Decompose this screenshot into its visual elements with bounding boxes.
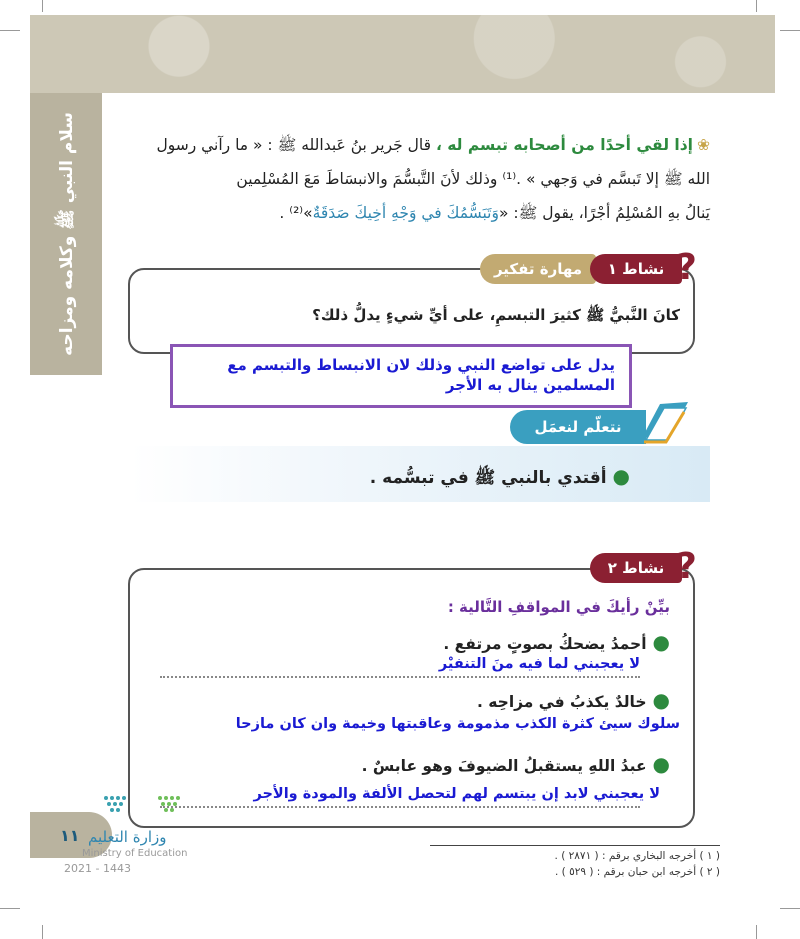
situation-item <box>150 630 670 654</box>
question-mark-icon: ? <box>676 546 697 587</box>
ministry-dots-logo <box>100 792 190 820</box>
skill-tag <box>480 254 596 284</box>
bullet-icon: ● <box>652 688 670 712</box>
learn-tab <box>510 410 646 444</box>
skill-tag-label: مهارة تفكير <box>493 260 583 278</box>
bullet-icon: ● <box>612 464 630 488</box>
crop-mark <box>42 0 43 12</box>
open-book-icon <box>640 398 690 444</box>
intro-line-1 <box>120 128 710 162</box>
footnote: ( ١ ) أخرجه البخاري برقم : ( ٢٨٧١ ) . <box>554 850 720 862</box>
situation-text: عبدُ اللهِ يستقبلُ الضيوفَ وهو عابسٌ . <box>361 757 647 775</box>
learn-tab-label: نتعلّم لنعمَل <box>534 418 622 436</box>
situation-answer[interactable]: لا يعجبني لابد إن يبتسم لهم لتحصل الألفة والمودة والأجر <box>253 786 660 802</box>
activity-2-tag <box>590 553 682 583</box>
situation-text: خالدٌ يكذبُ في مزاحِه . <box>476 693 647 711</box>
intro-paragraph <box>120 128 710 230</box>
lesson-title-text: سلام النبي ﷺ وكلامه ومزاحه <box>56 112 77 356</box>
crop-mark <box>0 30 20 31</box>
activity-1-tag <box>590 254 682 284</box>
lesson-title-vertical <box>30 93 102 375</box>
footnote: ( ٢ ) أخرجه ابن حبان برقم : ( ٥٢٩ ) . <box>555 866 720 878</box>
ministry-name-ar: وزارة التعليم <box>88 828 167 846</box>
crop-mark <box>42 925 43 939</box>
answer-line <box>160 676 640 678</box>
activity-1-question: كانَ النَّبيُّ ﷺ كثيرَ التبسمِ، على أيِّ شيءٍ يدلُّ ذلك؟ <box>312 306 680 324</box>
crop-mark <box>756 0 757 12</box>
ministry-name-en: Ministry of Education <box>82 848 188 859</box>
activity-2-intro: بيِّنْ رأيكَ في المواقفِ التَّالية : <box>447 598 670 616</box>
edition-year: 2021 - 1443 <box>64 862 131 875</box>
situation-answer[interactable]: سلوك سيئ كثرة الكذب مذمومة وعاقبتها وخيمة وان كان مازحا <box>235 716 680 732</box>
header-pattern-band <box>30 15 775 93</box>
page-number: ١١ <box>60 826 80 845</box>
answer-line <box>160 806 640 808</box>
crop-mark <box>0 908 20 909</box>
intro-lead: إذا لقي أحدًا من أصحابه تبسم له ، <box>436 136 693 154</box>
intro-line-3 <box>120 196 710 230</box>
intro-line-3-start: يَنالُ بهِ المُسْلِمُ أجْرًا، يقول ﷺ: « <box>498 204 710 222</box>
bullet-icon: ● <box>652 752 670 776</box>
situation-item <box>150 752 670 776</box>
situation-text: أحمدُ يضحكُ بصوتٍ مرتفع . <box>443 635 647 653</box>
crop-mark <box>780 908 800 909</box>
intro-line-3-end: »⁽²⁾ . <box>279 204 313 222</box>
activity-1-answer[interactable]: يدل على تواضع النبي وذلك لان الانبساط والتبسم مع المسلمين ينال به الأجر <box>170 344 632 408</box>
learn-point-text: أقتدي بالنبي ﷺ في تبسُّمه . <box>369 468 607 488</box>
intro-line-1-rest: قال جَرير بنُ عَبدالله ﷺ : « ما رآني رسول <box>156 136 432 154</box>
footnote-divider <box>430 845 720 846</box>
flower-icon: ❀ <box>697 136 710 154</box>
learn-point <box>320 464 630 492</box>
bullet-icon: ● <box>652 630 670 654</box>
activity-1-label: نشاط ١ <box>607 260 665 278</box>
situation-answer[interactable]: لا يعجبني لما فيه منَ التنفيْر <box>438 656 640 672</box>
activity-2-label: نشاط ٢ <box>607 559 665 577</box>
situation-item <box>150 688 670 712</box>
hadith-quote: وَتَبَسُّمُكَ في وَجْهِ أخِيكَ صَدَقَةٌ <box>312 204 499 222</box>
intro-line-2: الله ﷺ إلا تَبسَّم في وَجهي » .⁽¹⁾ وذلك لأنَ التَّبسُّمَ والانبسَاطَ مَعَ المُسْلِمين <box>236 170 710 188</box>
crop-mark <box>756 925 757 939</box>
crop-mark <box>780 30 800 31</box>
question-mark-icon: ? <box>676 247 697 288</box>
